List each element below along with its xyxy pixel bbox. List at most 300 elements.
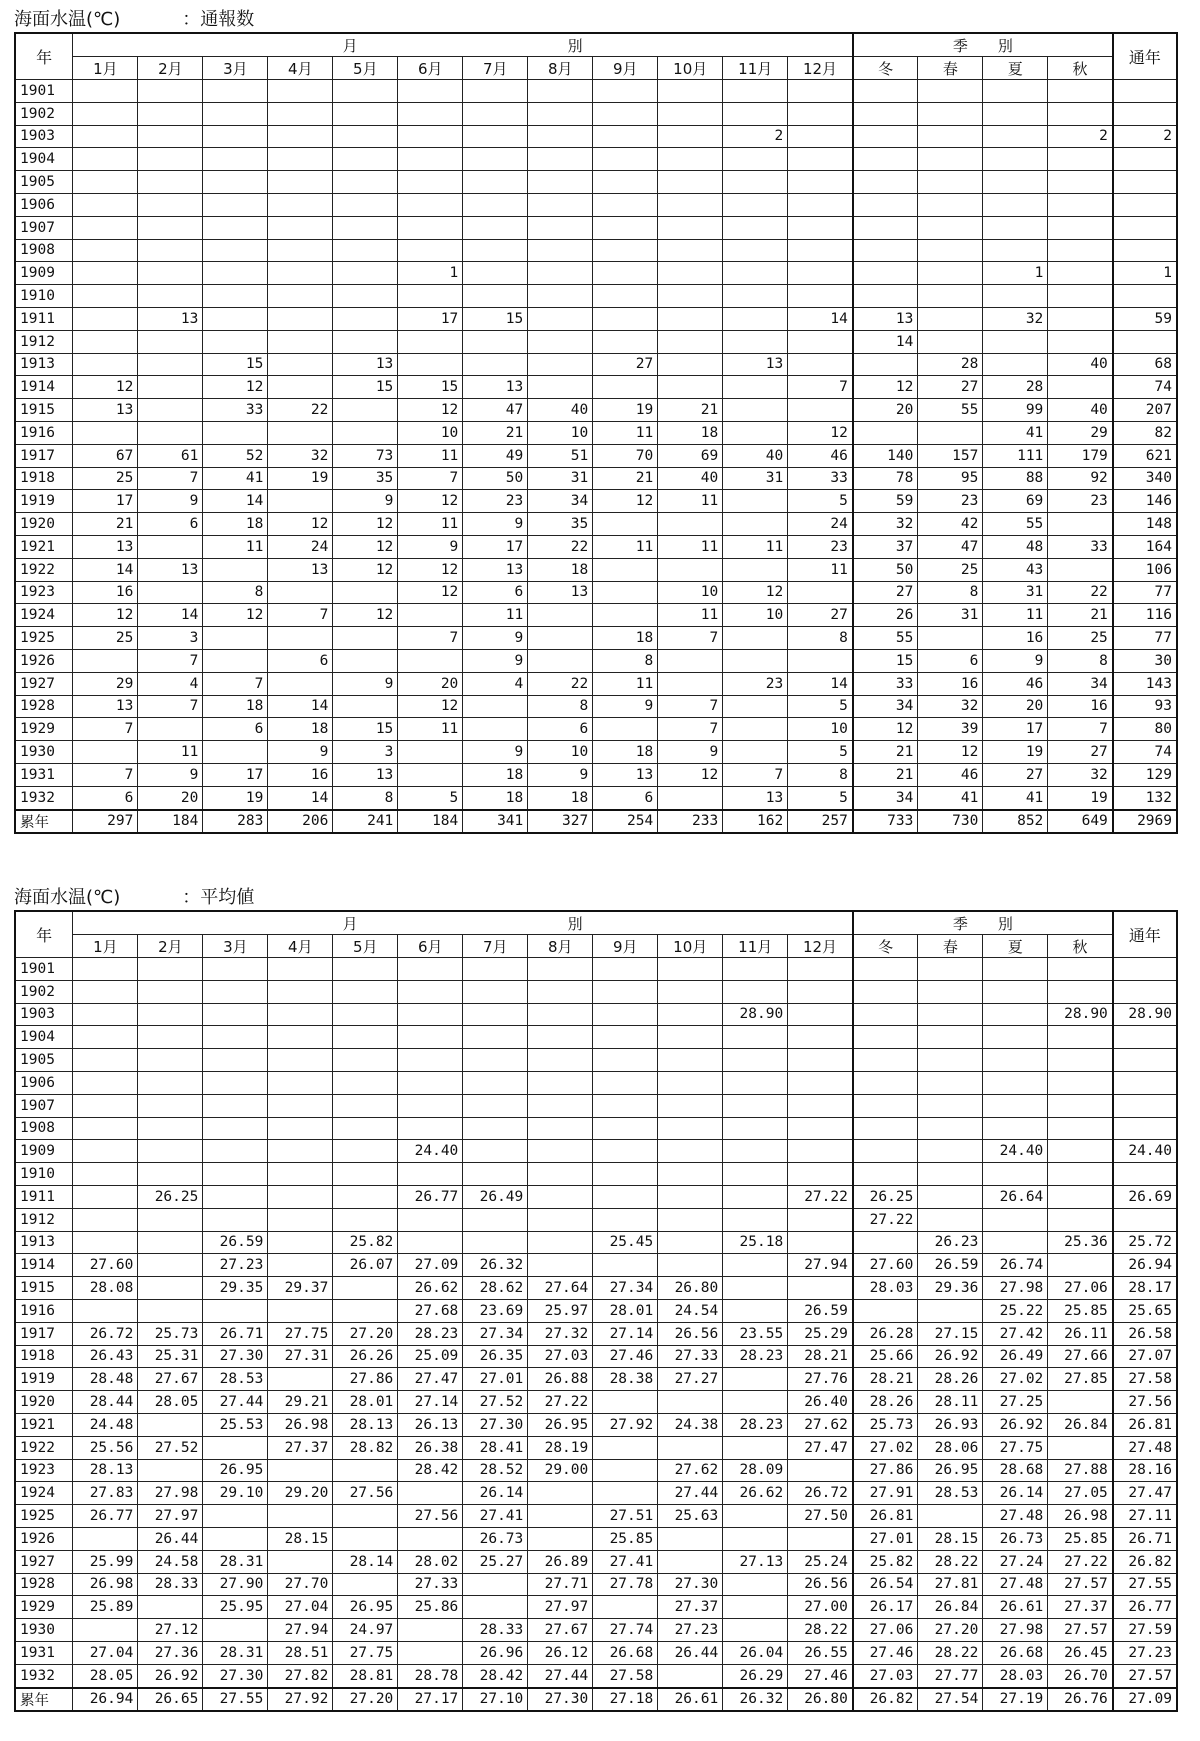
value-cell: 27.17 xyxy=(398,1688,463,1712)
value-cell: 6 xyxy=(593,786,658,809)
season-header: 秋 xyxy=(1048,57,1113,80)
mean-title-main: 海面水温(℃) xyxy=(14,887,121,908)
table-row xyxy=(15,1527,1177,1550)
value-cell: 206 xyxy=(268,810,333,834)
value-cell: 26.81 xyxy=(853,1505,918,1528)
value-cell xyxy=(268,193,333,216)
value-cell xyxy=(983,239,1048,262)
value-cell: 26.14 xyxy=(983,1482,1048,1505)
value-cell: 26.49 xyxy=(463,1185,528,1208)
value-cell: 14 xyxy=(788,307,853,330)
value-cell xyxy=(723,80,788,103)
value-cell xyxy=(138,581,203,604)
value-cell: 55 xyxy=(983,513,1048,536)
value-cell: 27.85 xyxy=(1048,1368,1113,1391)
value-cell xyxy=(593,1596,658,1619)
value-cell: 30 xyxy=(1113,649,1177,672)
value-cell xyxy=(398,1094,463,1117)
value-cell: 6 xyxy=(268,649,333,672)
value-cell: 27.20 xyxy=(333,1688,398,1712)
value-cell: 26.54 xyxy=(853,1573,918,1596)
value-cell: 39 xyxy=(918,718,983,741)
year-cell: 1908 xyxy=(15,1117,73,1140)
value-cell xyxy=(593,1163,658,1186)
value-cell: 17 xyxy=(983,718,1048,741)
value-cell: 26.68 xyxy=(983,1641,1048,1664)
value-cell xyxy=(1113,148,1177,171)
value-cell: 26.56 xyxy=(788,1573,853,1596)
value-cell: 11 xyxy=(983,604,1048,627)
value-cell: 146 xyxy=(1113,490,1177,513)
table-row xyxy=(15,672,1177,695)
value-cell xyxy=(918,1026,983,1049)
value-cell xyxy=(138,353,203,376)
month-header: 11月 xyxy=(723,935,788,958)
value-cell xyxy=(1113,216,1177,239)
table-row xyxy=(15,285,1177,308)
value-cell xyxy=(983,1071,1048,1094)
value-cell: 26.94 xyxy=(1113,1254,1177,1277)
value-cell: 28.22 xyxy=(918,1641,983,1664)
value-cell: 80 xyxy=(1113,718,1177,741)
value-cell xyxy=(788,1026,853,1049)
value-cell: 28.15 xyxy=(268,1527,333,1550)
value-cell: 26.23 xyxy=(918,1231,983,1254)
value-cell xyxy=(918,1003,983,1026)
value-cell: 34 xyxy=(528,490,593,513)
value-cell xyxy=(918,216,983,239)
value-cell: 22 xyxy=(528,535,593,558)
total-label: 累年 xyxy=(15,1688,73,1712)
value-cell: 17 xyxy=(463,535,528,558)
table-row xyxy=(15,958,1177,981)
value-cell xyxy=(918,1117,983,1140)
value-cell: 13 xyxy=(723,786,788,809)
value-cell xyxy=(593,1026,658,1049)
value-cell: 27 xyxy=(1048,741,1113,764)
value-cell xyxy=(983,1094,1048,1117)
value-cell xyxy=(138,399,203,422)
value-cell: 26.95 xyxy=(528,1413,593,1436)
year-cell: 1932 xyxy=(15,1664,73,1687)
value-cell: 27.37 xyxy=(658,1596,723,1619)
value-cell xyxy=(1048,239,1113,262)
value-cell xyxy=(398,1208,463,1231)
value-cell xyxy=(463,125,528,148)
value-cell xyxy=(723,718,788,741)
value-cell: 9 xyxy=(983,649,1048,672)
value-cell xyxy=(1113,285,1177,308)
value-cell: 25.63 xyxy=(658,1505,723,1528)
month-header: 3月 xyxy=(203,57,268,80)
value-cell: 26.65 xyxy=(138,1688,203,1712)
value-cell: 31 xyxy=(983,581,1048,604)
value-cell: 33 xyxy=(203,399,268,422)
value-cell: 26.92 xyxy=(918,1345,983,1368)
value-cell: 25.36 xyxy=(1048,1231,1113,1254)
year-cell: 1914 xyxy=(15,1254,73,1277)
value-cell xyxy=(333,1459,398,1482)
value-cell: 8 xyxy=(333,786,398,809)
value-cell: 33 xyxy=(788,467,853,490)
value-cell: 8 xyxy=(788,627,853,650)
value-cell: 27.67 xyxy=(138,1368,203,1391)
value-cell xyxy=(333,1505,398,1528)
year-cell: 1923 xyxy=(15,1459,73,1482)
value-cell: 34 xyxy=(1048,672,1113,695)
value-cell: 27.48 xyxy=(1113,1436,1177,1459)
value-cell xyxy=(658,148,723,171)
value-cell xyxy=(788,399,853,422)
value-cell xyxy=(788,1003,853,1026)
value-cell xyxy=(268,353,333,376)
mean-title xyxy=(14,886,1178,910)
value-cell xyxy=(73,1049,138,1072)
value-cell: 2969 xyxy=(1113,810,1177,834)
value-cell xyxy=(398,741,463,764)
value-cell: 47 xyxy=(463,399,528,422)
value-cell: 19 xyxy=(268,467,333,490)
year-cell: 1914 xyxy=(15,376,73,399)
year-cell: 1910 xyxy=(15,1163,73,1186)
value-cell: 649 xyxy=(1048,810,1113,834)
value-cell xyxy=(1048,980,1113,1003)
value-cell xyxy=(203,285,268,308)
table-header xyxy=(15,33,1177,80)
value-cell: 37 xyxy=(853,535,918,558)
value-cell xyxy=(73,1163,138,1186)
total-row xyxy=(15,1688,1177,1712)
value-cell xyxy=(528,1140,593,1163)
value-cell: 143 xyxy=(1113,672,1177,695)
value-cell xyxy=(658,1436,723,1459)
value-cell: 27.22 xyxy=(528,1391,593,1414)
value-cell xyxy=(398,285,463,308)
value-cell: 27.47 xyxy=(398,1368,463,1391)
value-cell xyxy=(463,171,528,194)
value-cell xyxy=(853,980,918,1003)
year-cell: 1911 xyxy=(15,1185,73,1208)
year-cell: 1925 xyxy=(15,627,73,650)
value-cell: 27.42 xyxy=(983,1322,1048,1345)
value-cell: 47 xyxy=(918,535,983,558)
value-cell: 7 xyxy=(138,649,203,672)
value-cell: 27 xyxy=(788,604,853,627)
value-cell: 28.22 xyxy=(788,1619,853,1642)
table-body xyxy=(15,80,1177,834)
year-cell: 1920 xyxy=(15,513,73,536)
value-cell xyxy=(723,695,788,718)
value-cell: 12 xyxy=(918,741,983,764)
value-cell xyxy=(73,980,138,1003)
value-cell xyxy=(1048,262,1113,285)
value-cell xyxy=(1048,1254,1113,1277)
value-cell: 27.77 xyxy=(918,1664,983,1687)
value-cell: 21 xyxy=(593,467,658,490)
value-cell xyxy=(203,1117,268,1140)
value-cell xyxy=(658,171,723,194)
value-cell xyxy=(788,285,853,308)
value-cell: 16 xyxy=(918,672,983,695)
year-cell: 1931 xyxy=(15,763,73,786)
count-title xyxy=(14,8,1178,32)
value-cell: 13 xyxy=(73,695,138,718)
value-cell: 26.95 xyxy=(203,1459,268,1482)
value-cell xyxy=(853,1231,918,1254)
month-header: 11月 xyxy=(723,57,788,80)
value-cell xyxy=(1048,376,1113,399)
value-cell: 9 xyxy=(658,741,723,764)
value-cell xyxy=(723,307,788,330)
value-cell xyxy=(983,148,1048,171)
value-cell: 26.29 xyxy=(723,1664,788,1687)
value-cell: 11 xyxy=(658,490,723,513)
value-cell xyxy=(528,958,593,981)
value-cell xyxy=(463,1049,528,1072)
value-cell: 12 xyxy=(398,399,463,422)
value-cell xyxy=(1113,1208,1177,1231)
value-cell xyxy=(853,262,918,285)
value-cell: 26.92 xyxy=(138,1664,203,1687)
value-cell: 17 xyxy=(398,307,463,330)
value-cell: 27.44 xyxy=(528,1664,593,1687)
value-cell xyxy=(463,1026,528,1049)
value-cell xyxy=(918,262,983,285)
value-cell: 733 xyxy=(853,810,918,834)
value-cell: 26.38 xyxy=(398,1436,463,1459)
year-cell: 1929 xyxy=(15,718,73,741)
value-cell xyxy=(398,980,463,1003)
value-cell xyxy=(398,1003,463,1026)
value-cell xyxy=(1113,1163,1177,1186)
value-cell: 15 xyxy=(463,307,528,330)
value-cell: 8 xyxy=(593,649,658,672)
value-cell: 111 xyxy=(983,444,1048,467)
value-cell: 55 xyxy=(918,399,983,422)
value-cell: 22 xyxy=(528,672,593,695)
value-cell xyxy=(593,1071,658,1094)
value-cell: 55 xyxy=(853,627,918,650)
value-cell: 88 xyxy=(983,467,1048,490)
value-cell: 26.82 xyxy=(1113,1550,1177,1573)
value-cell xyxy=(593,513,658,536)
value-cell xyxy=(203,125,268,148)
value-cell: 26.12 xyxy=(528,1641,593,1664)
value-cell xyxy=(203,193,268,216)
year-cell: 1918 xyxy=(15,467,73,490)
value-cell xyxy=(73,262,138,285)
value-cell xyxy=(333,285,398,308)
value-cell xyxy=(918,1071,983,1094)
value-cell: 28.31 xyxy=(203,1641,268,1664)
table-row xyxy=(15,307,1177,330)
year-cell: 1909 xyxy=(15,1140,73,1163)
value-cell: 21 xyxy=(658,399,723,422)
value-cell xyxy=(268,285,333,308)
value-cell: 78 xyxy=(853,467,918,490)
value-cell xyxy=(658,980,723,1003)
year-cell: 1928 xyxy=(15,1573,73,1596)
value-cell xyxy=(268,490,333,513)
value-cell xyxy=(723,1208,788,1231)
value-cell xyxy=(73,1117,138,1140)
value-cell xyxy=(1113,1117,1177,1140)
value-cell xyxy=(1048,80,1113,103)
value-cell: 27.66 xyxy=(1048,1345,1113,1368)
value-cell xyxy=(268,262,333,285)
value-cell xyxy=(398,125,463,148)
value-cell xyxy=(73,102,138,125)
year-cell: 1931 xyxy=(15,1641,73,1664)
value-cell: 27.75 xyxy=(333,1641,398,1664)
value-cell xyxy=(268,1505,333,1528)
value-cell: 25.89 xyxy=(73,1596,138,1619)
table-row xyxy=(15,330,1177,353)
table-row xyxy=(15,80,1177,103)
table-row xyxy=(15,1505,1177,1528)
year-header: 年 xyxy=(15,911,73,958)
value-cell xyxy=(268,980,333,1003)
month-header: 5月 xyxy=(333,57,398,80)
table-row xyxy=(15,1026,1177,1049)
value-cell xyxy=(138,1117,203,1140)
value-cell xyxy=(983,193,1048,216)
value-cell xyxy=(203,1163,268,1186)
value-cell xyxy=(593,1003,658,1026)
value-cell xyxy=(333,1208,398,1231)
value-cell xyxy=(593,1482,658,1505)
value-cell xyxy=(333,958,398,981)
value-cell: 29.35 xyxy=(203,1277,268,1300)
value-cell xyxy=(398,239,463,262)
table-body xyxy=(15,958,1177,1712)
year-cell: 1929 xyxy=(15,1596,73,1619)
value-cell xyxy=(333,980,398,1003)
mean-section xyxy=(14,886,1178,1712)
value-cell xyxy=(73,741,138,764)
value-cell: 27.44 xyxy=(658,1482,723,1505)
value-cell: 26.13 xyxy=(398,1413,463,1436)
month-header: 1月 xyxy=(73,935,138,958)
value-cell xyxy=(983,958,1048,981)
value-cell: 69 xyxy=(983,490,1048,513)
value-cell: 9 xyxy=(398,535,463,558)
value-cell: 7 xyxy=(73,763,138,786)
value-cell xyxy=(398,1049,463,1072)
value-cell: 27.75 xyxy=(268,1322,333,1345)
table-row xyxy=(15,649,1177,672)
value-cell xyxy=(983,102,1048,125)
value-cell: 27.58 xyxy=(1113,1368,1177,1391)
value-cell: 24 xyxy=(268,535,333,558)
value-cell xyxy=(983,125,1048,148)
value-cell: 16 xyxy=(268,763,333,786)
value-cell: 19 xyxy=(593,399,658,422)
value-cell xyxy=(203,649,268,672)
value-cell: 11 xyxy=(593,535,658,558)
value-cell xyxy=(203,1436,268,1459)
table-row xyxy=(15,1140,1177,1163)
value-cell xyxy=(73,1094,138,1117)
value-cell xyxy=(723,1163,788,1186)
value-cell xyxy=(73,1140,138,1163)
table-row xyxy=(15,1482,1177,1505)
value-cell: 27.30 xyxy=(528,1688,593,1712)
value-cell xyxy=(918,193,983,216)
value-cell: 26.58 xyxy=(1113,1322,1177,1345)
value-cell: 11 xyxy=(593,421,658,444)
value-cell xyxy=(528,1254,593,1277)
month-header: 12月 xyxy=(788,57,853,80)
value-cell xyxy=(658,102,723,125)
value-cell xyxy=(1048,1163,1113,1186)
value-cell xyxy=(918,980,983,1003)
value-cell xyxy=(73,216,138,239)
value-cell xyxy=(203,741,268,764)
year-cell: 1917 xyxy=(15,444,73,467)
value-cell: 13 xyxy=(138,558,203,581)
value-cell xyxy=(593,1254,658,1277)
table-row xyxy=(15,1231,1177,1254)
value-cell xyxy=(138,193,203,216)
value-cell: 26.92 xyxy=(983,1413,1048,1436)
value-cell: 233 xyxy=(658,810,723,834)
value-cell xyxy=(268,239,333,262)
value-cell: 184 xyxy=(398,810,463,834)
value-cell: 18 xyxy=(203,513,268,536)
value-cell xyxy=(788,171,853,194)
header-row-columns xyxy=(15,57,1177,80)
table-row xyxy=(15,1299,1177,1322)
month-header: 10月 xyxy=(658,57,723,80)
table-row xyxy=(15,741,1177,764)
value-cell xyxy=(138,958,203,981)
value-cell xyxy=(203,80,268,103)
value-cell: 25.95 xyxy=(203,1596,268,1619)
value-cell xyxy=(983,1208,1048,1231)
value-cell: 28.23 xyxy=(723,1413,788,1436)
value-cell: 27.82 xyxy=(268,1664,333,1687)
value-cell xyxy=(983,1163,1048,1186)
value-cell: 12 xyxy=(593,490,658,513)
value-cell: 15 xyxy=(853,649,918,672)
value-cell: 28.62 xyxy=(463,1277,528,1300)
value-cell xyxy=(788,649,853,672)
value-cell xyxy=(658,1664,723,1687)
value-cell: 18 xyxy=(528,558,593,581)
value-cell xyxy=(918,1505,983,1528)
value-cell xyxy=(723,1094,788,1117)
value-cell: 27.24 xyxy=(983,1550,1048,1573)
value-cell: 26.77 xyxy=(73,1505,138,1528)
value-cell: 164 xyxy=(1113,535,1177,558)
value-cell: 6 xyxy=(138,513,203,536)
value-cell xyxy=(203,216,268,239)
value-cell xyxy=(138,1163,203,1186)
value-cell xyxy=(1048,1185,1113,1208)
value-cell xyxy=(268,1003,333,1026)
value-cell xyxy=(73,421,138,444)
month-header: 2月 xyxy=(138,57,203,80)
value-cell: 24.54 xyxy=(658,1299,723,1322)
table-row xyxy=(15,125,1177,148)
value-cell xyxy=(73,1208,138,1231)
value-cell xyxy=(983,1049,1048,1072)
value-cell: 26.59 xyxy=(203,1231,268,1254)
value-cell xyxy=(138,1094,203,1117)
value-cell: 25.27 xyxy=(463,1550,528,1573)
value-cell xyxy=(853,1094,918,1117)
